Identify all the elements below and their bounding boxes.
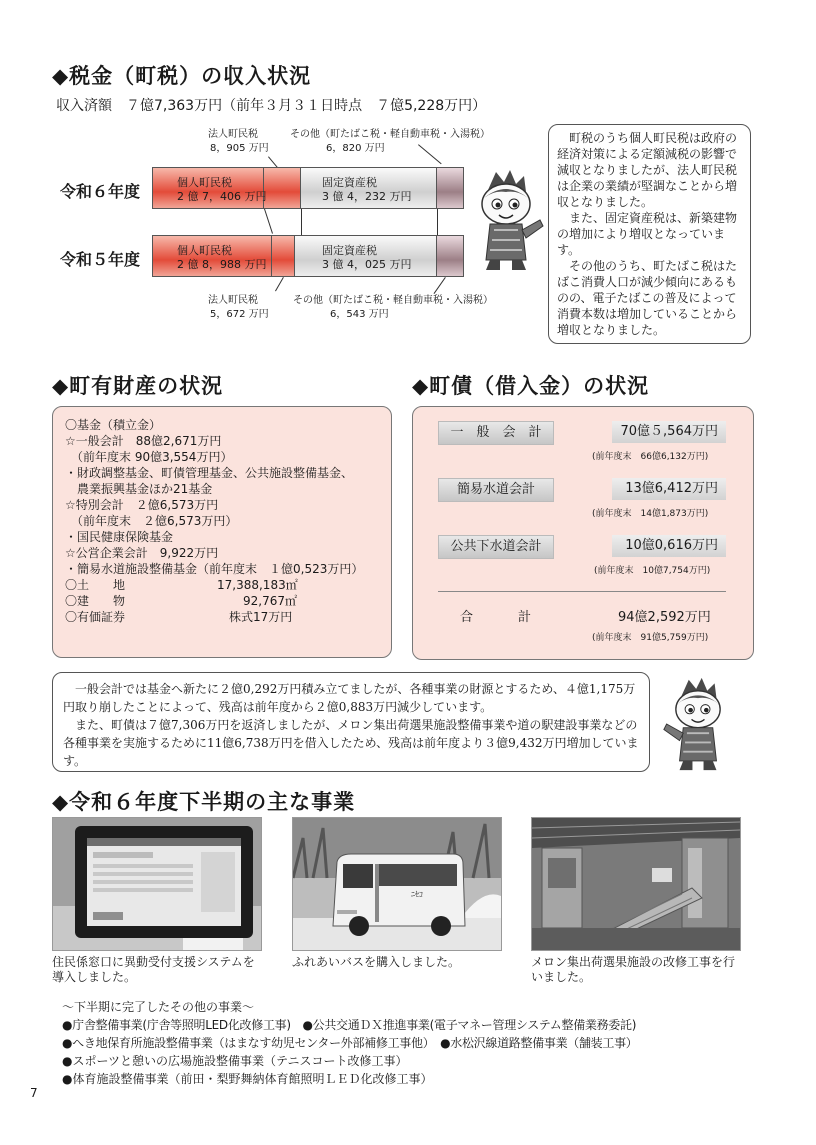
debt-total-value: 94億2,592万円 <box>618 610 711 625</box>
other-projects-heading: ～下半期に完了したその他の事業～ <box>62 1000 255 1014</box>
debt-total-label-2: 計 <box>518 610 532 625</box>
r6-fixed-label: 固定資産税 <box>322 176 377 189</box>
land-value: 17,388,183㎡ <box>217 578 298 592</box>
r6-corp-seg <box>264 167 301 209</box>
debt-row-value: 10億0,616万円 <box>612 535 726 557</box>
building-label: 〇建 物 <box>65 594 126 608</box>
r5-other-value: 6，543 万円 <box>330 309 389 320</box>
mascot-icon <box>658 676 738 772</box>
r6-fixed-value: 3 億 4，232 万円 <box>322 190 412 203</box>
r5-other-seg <box>437 235 464 277</box>
debt-total-prev: (前年度末 91億5,759万円) <box>592 633 709 643</box>
building-value: 92,767㎡ <box>243 594 297 608</box>
r6-other-leader <box>418 144 442 164</box>
property-line: ☆公営企業会計 9,922万円 <box>65 546 219 560</box>
property-line: 農業振興基金ほか21基金 <box>65 482 213 496</box>
r5-other-label: その他（町たばこ税・軽自動車税・入湯税） <box>293 295 493 306</box>
land-row <box>65 577 381 593</box>
property-line: ・財政調整基金、町債管理基金、公共施設整備基金、 <box>65 466 354 480</box>
r5-ind-label: 個人町民税 <box>177 244 232 257</box>
tax-summary: 収入済額 ７億7,363万円（前年３月３１日時点 ７億5,228万円） <box>56 98 487 114</box>
page-number: 7 <box>30 1086 38 1100</box>
tablet-photo <box>52 817 262 951</box>
r5-fixed-label: 固定資産税 <box>322 244 377 257</box>
bus-sign: ﾆｾｺ <box>411 890 423 899</box>
r6-other-seg <box>437 167 464 209</box>
debt-row-prev: (前年度末 66億6,132万円) <box>592 452 709 462</box>
r6-other-value: 6，820 万円 <box>326 143 385 154</box>
r5-corp-value: 5，672 万円 <box>210 309 269 320</box>
debt-row-prev: (前年度末 10億7,754万円) <box>594 566 711 576</box>
corp-connector-right <box>301 209 302 235</box>
building-row <box>65 593 381 609</box>
debt-row-label: 公共下水道会計 <box>438 535 554 559</box>
property-line: ☆特別会計 ２億6,573万円 <box>65 498 219 512</box>
property-line: （前年度末 ２億6,573万円） <box>65 514 238 528</box>
debt-section-title: ◆町債（借入金）の状況 <box>412 374 650 398</box>
mascot-icon <box>466 168 546 272</box>
r6-ind-label: 個人町民税 <box>177 176 232 189</box>
r6-year-label: 令和６年度 <box>60 182 141 201</box>
r5-corp-label: 法人町民税 <box>208 295 258 306</box>
securities-value: 株式17万円 <box>229 610 293 624</box>
property-box <box>52 406 392 658</box>
land-label: 〇土 地 <box>65 578 126 592</box>
bus-photo <box>292 817 502 951</box>
debt-row-value: 13億6,412万円 <box>612 478 726 500</box>
photo-caption: 住民係窓口に異動受付支援システムを導入しました。 <box>52 955 255 984</box>
r6-other-label: その他（町たばこ税・軽自動車税・入湯税） <box>290 129 490 140</box>
property-line: ☆一般会計 88億2,671万円 <box>65 434 222 448</box>
debt-row-label: 一 般 会 計 <box>438 421 554 445</box>
property-line: ・国民健康保険基金 <box>65 530 174 544</box>
securities-row <box>65 609 381 625</box>
r5-ind-value: 2 億 8，988 万円 <box>177 258 267 271</box>
r6-ind-value: 2 億 7，406 万円 <box>177 190 267 203</box>
r6-corp-label: 法人町民税 <box>208 129 258 140</box>
r5-other-leader <box>434 277 446 294</box>
property-line: ・簡易水道施設整備基金（前年度末 １億0,523万円） <box>65 562 364 576</box>
debt-row-value: 70億５,564万円 <box>612 421 726 443</box>
r5-corp-leader <box>275 277 284 291</box>
other-project-line: ●庁舎整備事業(庁舎等照明LED化改修工事) ●公共交通ＤＸ推進事業(電子マネー管理システム整備業務委託) <box>62 1018 637 1032</box>
facility-photo <box>531 817 741 951</box>
r5-year-label: 令和５年度 <box>60 250 141 269</box>
other-connector <box>437 209 438 235</box>
fund-note-box: 一般会計では基金へ新たに２億0,292万円積み立てましたが、各種事業の財源とするため、４億1,175万円取り崩したことによって、残高は前年度から２億0,883万円減少しています。 また、町債は７億7,306万円を返済しましたが、メロン集出荷選果施設整備事業や道の駅建設事業などの各種事業を実施するために11億6,738万円を借入したため、残高は前年度より３億9,432万円増加しています。 <box>52 672 650 772</box>
debt-row-prev: (前年度末 14億1,873万円) <box>592 509 709 519</box>
photo-caption: ふれあいバスを購入しました。 <box>292 955 461 969</box>
property-section-title: ◆町有財産の状況 <box>52 374 224 398</box>
other-projects-list <box>62 1016 637 1088</box>
photo-caption: メロン集出荷選果施設の改修工事を行いました。 <box>531 955 736 984</box>
debt-divider <box>438 591 726 592</box>
other-project-line: ●体育施設整備事業（前田・梨野舞納体育館照明ＬＥＤ化改修工事） <box>62 1072 433 1086</box>
property-line: 〇基金（積立金） <box>65 418 162 432</box>
tax-section-title: ◆税金（町税）の収入状況 <box>52 64 312 88</box>
other-project-line: ●スポーツと憩いの広場施設整備事業（テニスコート改修工事） <box>62 1054 408 1068</box>
corp-connector <box>264 209 273 234</box>
securities-label: 〇有価証券 <box>65 610 126 624</box>
property-line: （前年度末 90億3,554万円） <box>65 450 233 464</box>
r5-fixed-value: 3 億 4，025 万円 <box>322 258 412 271</box>
debt-total-label-1: 合 <box>460 610 474 625</box>
other-project-line: ●へき地保育所施設整備事業（はまなす幼児センター外部補修工事他） ●水松沢線道路整備事業（舗装工事） <box>62 1036 638 1050</box>
r5-corp-seg <box>272 235 295 277</box>
r6-corp-value: 8，905 万円 <box>210 143 269 154</box>
tax-note-box: 町税のうち個人町民税は政府の経済対策による定額減税の影響で減収となりましたが、法人町民税は企業の業績が堅調なことから増収となりました。 また、固定資産税は、新築建物の増加により増収となっています。 その他のうち、町たばこ税はたばこ消費人口が減少傾向にあるものの、電子たばこの普及によって消費本数は増加していることから増収となりました。 <box>548 124 751 344</box>
debt-row-label: 簡易水道会計 <box>438 478 554 502</box>
projects-section-title: ◆令和６年度下半期の主な事業 <box>52 790 356 814</box>
